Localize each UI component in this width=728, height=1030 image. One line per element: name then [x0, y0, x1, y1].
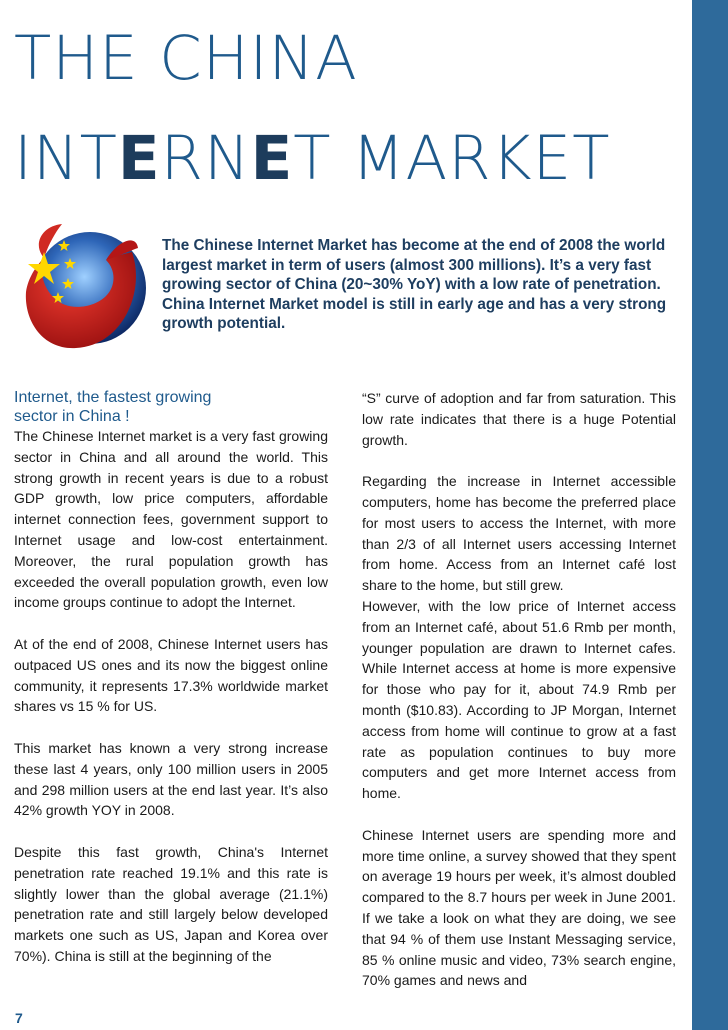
right-paragraph-1: “S” curve of adoption and far from saturation. This low rate indicates that there is a huge Potential growth. — [362, 390, 676, 448]
page-number: 7 — [15, 1010, 23, 1026]
left-paragraph-1: The Chinese Internet market is a very fast growing sector in China and all around the world. This strong growth in recent years is due to a robust GDP growth, low price computers, affordable internet connection fees, government support to Internet usage and low-cost entertainment. Moreover, the rural population growth has exceeded the overall population growth, even low income groups continue to adopt the Internet. — [14, 428, 328, 611]
right-column — [362, 388, 676, 1012]
left-paragraph-3: This market has known a very strong increase these last 4 years, only 100 million users in 2005 and 298 million users at the end last year. It’s also 42% growth YOY in 2008. — [14, 739, 328, 819]
title-line-2: INTERNET MARKET — [14, 123, 611, 194]
side-bar — [692, 0, 728, 1030]
section-subheading: Internet, the fastest growing sector in China ! — [14, 389, 212, 425]
intro-paragraph: The Chinese Internet Market has become at the end of 2008 the world largest market in term of users (almost 300 millions). It’s a very fast growing sector of China (20~30% YoY) with a low rate of penetration. China Internet Market model is still in early age and has a very strong growth potential. — [162, 237, 667, 333]
right-paragraph-3: Chinese Internet users are spending more and more time online, a survey showed that they spent on average 19 hours per week, it’s almost doubled compared to the 8.7 hours per week in June 2001. If we take a look on what they are doing, we see that 94 % of them use Instant Messaging service, 85 % online music and video, 73% search engine, 70% games and news and — [362, 826, 676, 989]
title-line-1: THE CHINA — [14, 23, 358, 94]
left-column — [14, 388, 328, 988]
left-paragraph-4: Despite this fast growth, China's Internet penetration rate reached 19.1% and this rate is slightly lower than the global average (21.1%) penetration rate and still largely below developed markets one such as US, Japan and Korea over 70%). China is still at the beginning of the — [14, 843, 328, 964]
right-paragraph-2b: However, with the low price of Internet access from an Internet café, about 51.6 Rmb per month, younger population are drawn to Internet cafes. While Internet access at home is more expensive for those who pay for it, about 74.9 Rmb per month ($10.83). According to JP Morgan, Internet access from home will continue to grow at a fast rate as population continues to buy more computers and get more Internet access from home. — [362, 597, 676, 802]
left-paragraph-2: At of the end of 2008, Chinese Internet users has outpaced US ones and its now the biggest online community, it represents 17.3% worldwide market shares vs 15 % for US. — [14, 635, 328, 715]
firefox-china-logo-icon — [14, 200, 154, 360]
right-paragraph-2a: Regarding the increase in Internet accessible computers, home has become the preferred place for most users to access the Internet, with more than 2/3 of all Internet users accessing Internet from home. Access from an Internet café lost share to the home, but still grew. — [362, 473, 676, 594]
